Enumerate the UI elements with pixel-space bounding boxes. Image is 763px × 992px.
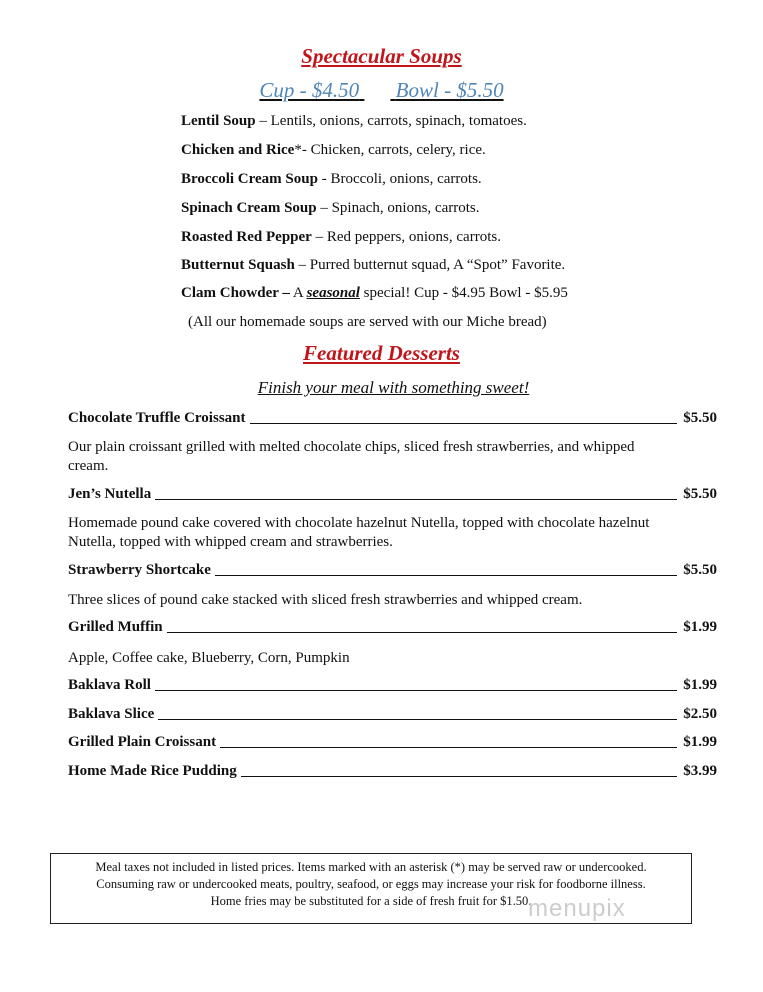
soup-desc: special! Cup - $4.95 Bowl - $5.95 <box>359 285 568 301</box>
soup-name: Butternut Squash <box>181 257 295 273</box>
leader-line <box>215 575 677 576</box>
soups-title: Spectacular Soups <box>301 44 462 68</box>
dessert-price: $5.50 <box>683 562 717 578</box>
dessert-price: $1.99 <box>683 734 717 750</box>
dessert-name: Grilled Plain Croissant <box>68 734 217 750</box>
cup-price: Cup - $4.50 <box>259 78 360 102</box>
soup-name: Spinach Cream Soup <box>181 200 317 216</box>
soup-desc: – Lentils, onions, carrots, spinach, tomatoes. <box>255 113 527 129</box>
soup-prices <box>0 78 763 103</box>
dessert-row <box>68 706 717 723</box>
dessert-name: Chocolate Truffle Croissant <box>68 410 246 426</box>
soup-name: Roasted Red Pepper <box>181 229 312 245</box>
leader-line <box>158 719 677 720</box>
dessert-row <box>68 562 717 579</box>
desserts-title: Featured Desserts <box>303 341 460 365</box>
soup-desc: *- Chicken, carrots, celery, rice. <box>294 142 486 158</box>
disclaimer-line: Meal taxes not included in listed prices. Items marked with an asterisk (*) may be served raw or undercooked. <box>95 860 647 874</box>
soup-item <box>181 229 501 246</box>
soup-desc: A <box>289 285 307 301</box>
desserts-subtitle: Finish your meal with something sweet! <box>257 378 530 397</box>
dessert-name: Strawberry Shortcake <box>68 562 211 578</box>
dessert-price: $5.50 <box>683 486 717 502</box>
dessert-name: Home Made Rice Pudding <box>68 763 237 779</box>
dessert-price: $1.99 <box>683 677 717 693</box>
dessert-name: Baklava Slice <box>68 706 155 722</box>
bowl-price: Bowl - $5.50 <box>395 78 504 102</box>
dessert-desc: Apple, Coffee cake, Blueberry, Corn, Pumpkin <box>68 650 350 666</box>
soup-note: (All our homemade soups are served with our Miche bread) <box>188 314 547 330</box>
dessert-row <box>68 763 717 780</box>
dessert-desc: Homemade pound cake covered with chocolate hazelnut Nutella, topped with chocolate hazelnut Nutella, topped with whipped cream and strawberries. <box>68 515 650 550</box>
seasonal-emphasis: seasonal <box>306 285 360 301</box>
leader-line <box>220 747 677 748</box>
dessert-price: $5.50 <box>683 410 717 426</box>
dessert-row <box>68 677 717 694</box>
leader-line <box>155 499 677 500</box>
soup-name: Broccoli Cream Soup <box>181 171 318 187</box>
dessert-name: Baklava Roll <box>68 677 151 693</box>
leader-line <box>250 423 678 424</box>
soup-desc: - Broccoli, onions, carrots. <box>317 171 482 187</box>
dessert-price: $2.50 <box>683 706 717 722</box>
soup-desc: – Spinach, onions, carrots. <box>316 200 480 216</box>
dessert-row <box>68 486 717 503</box>
soup-name: Clam Chowder – <box>181 285 290 301</box>
soup-desc: – Red peppers, onions, carrots. <box>311 229 501 245</box>
dessert-name: Grilled Muffin <box>68 619 163 635</box>
soup-desc: – Purred butternut squad, A “Spot” Favorite. <box>294 257 566 273</box>
dessert-row <box>68 410 717 427</box>
disclaimer-line: Consuming raw or undercooked meats, poultry, seafood, or eggs may increase your risk for foodborne illness. <box>96 877 646 891</box>
disclaimer-line: Home fries may be substituted for a side of fresh fruit for $1.50. <box>210 894 532 908</box>
soup-item <box>181 200 479 217</box>
leader-line <box>155 690 677 691</box>
soup-item <box>181 171 482 188</box>
soup-item <box>181 142 486 159</box>
soup-name: Lentil Soup <box>181 113 256 129</box>
dessert-name: Jen’s Nutella <box>68 486 152 502</box>
dessert-price: $3.99 <box>683 763 717 779</box>
dessert-row <box>68 619 717 636</box>
dessert-desc: Our plain croissant grilled with melted chocolate chips, sliced fresh strawberries, and whipped cream. <box>68 439 635 474</box>
soup-item-clam-chowder <box>181 285 568 302</box>
soup-item <box>181 257 565 274</box>
watermark-logo: menupix <box>528 895 626 922</box>
dessert-row <box>68 734 717 751</box>
dessert-desc: Three slices of pound cake stacked with sliced fresh strawberries and whipped cream. <box>68 592 583 608</box>
leader-line <box>167 632 678 633</box>
dessert-price: $1.99 <box>683 619 717 635</box>
soup-item <box>181 113 527 130</box>
leader-line <box>241 776 678 777</box>
soup-name: Chicken and Rice <box>181 142 295 158</box>
